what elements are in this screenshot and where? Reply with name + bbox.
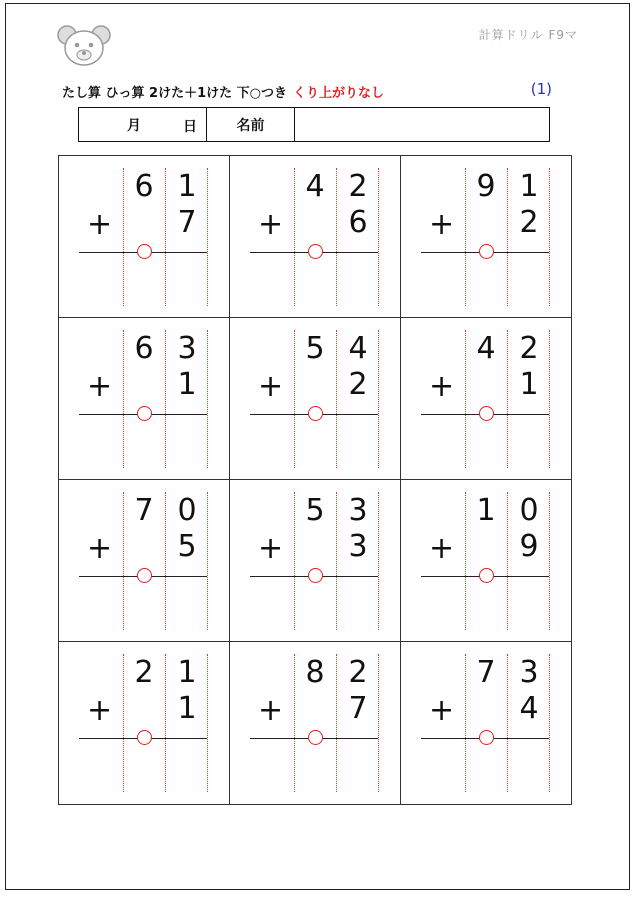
plus-sign: + xyxy=(87,531,113,566)
problem-cell[interactable] xyxy=(59,642,230,804)
addend-digit: 1 xyxy=(177,367,197,402)
digit-guide-line xyxy=(294,330,295,468)
tens-digit: 7 xyxy=(476,655,496,690)
tens-digit: 6 xyxy=(134,169,154,204)
problem-cell[interactable] xyxy=(401,156,571,318)
tens-digit: 8 xyxy=(305,655,325,690)
carry-circle-icon xyxy=(137,568,152,583)
problem-cell[interactable] xyxy=(59,318,230,480)
digit-guide-line xyxy=(294,654,295,792)
digit-guide-line xyxy=(294,492,295,630)
plus-sign: + xyxy=(258,531,284,566)
digit-guide-line xyxy=(378,492,379,630)
name-label: 名前 xyxy=(207,108,295,141)
digit-guide-line xyxy=(465,654,466,792)
plus-sign: + xyxy=(258,207,284,242)
plus-sign: + xyxy=(429,531,455,566)
name-date-box xyxy=(78,107,550,142)
tens-digit: 5 xyxy=(305,331,325,366)
tens-digit: 1 xyxy=(476,493,496,528)
plus-sign: + xyxy=(258,369,284,404)
plus-sign: + xyxy=(258,693,284,728)
addend-digit: 2 xyxy=(519,205,539,240)
digit-guide-line xyxy=(549,654,550,792)
plus-sign: + xyxy=(429,369,455,404)
digit-guide-line xyxy=(123,654,124,792)
digit-guide-line xyxy=(294,168,295,306)
name-field[interactable] xyxy=(295,108,548,141)
addend-digit: 4 xyxy=(519,691,539,726)
digit-guide-line xyxy=(165,654,166,792)
digit-guide-line xyxy=(207,168,208,306)
carry-circle-icon xyxy=(308,406,323,421)
problem-grid xyxy=(58,155,572,805)
carry-circle-icon xyxy=(308,730,323,745)
day-label: 日 xyxy=(183,119,197,135)
problem-cell[interactable] xyxy=(59,156,230,318)
tens-digit: 6 xyxy=(134,331,154,366)
digit-guide-line xyxy=(207,654,208,792)
digit-guide-line xyxy=(207,492,208,630)
sheet-number: (1) xyxy=(530,80,552,98)
digit-guide-line xyxy=(336,330,337,468)
digit-guide-line xyxy=(165,330,166,468)
title-highlight: くり上がりなし xyxy=(293,86,385,101)
carry-circle-icon xyxy=(308,244,323,259)
month-label: 月 xyxy=(127,117,141,134)
addend-digit: 6 xyxy=(348,205,368,240)
title-row xyxy=(62,80,558,102)
tens-digit: 5 xyxy=(305,493,325,528)
ones-digit: 2 xyxy=(519,331,539,366)
ones-digit: 0 xyxy=(519,493,539,528)
digit-guide-line xyxy=(549,168,550,306)
problem-cell[interactable] xyxy=(401,318,571,480)
digit-guide-line xyxy=(465,168,466,306)
digit-guide-line xyxy=(165,492,166,630)
carry-circle-icon xyxy=(308,568,323,583)
tens-digit: 9 xyxy=(476,169,496,204)
title-text: たし算 ひっ算 2けた＋1けた 下○つき xyxy=(62,86,288,101)
plus-sign: + xyxy=(429,693,455,728)
carry-circle-icon xyxy=(137,406,152,421)
digit-guide-line xyxy=(336,492,337,630)
carry-circle-icon xyxy=(479,730,494,745)
digit-guide-line xyxy=(465,330,466,468)
addend-digit: 9 xyxy=(519,529,539,564)
tens-digit: 7 xyxy=(134,493,154,528)
digit-guide-line xyxy=(549,330,550,468)
ones-digit: 1 xyxy=(177,655,197,690)
addend-digit: 1 xyxy=(519,367,539,402)
problem-cell[interactable] xyxy=(59,480,230,642)
ones-digit: 3 xyxy=(519,655,539,690)
plus-sign: + xyxy=(87,207,113,242)
addend-digit: 1 xyxy=(177,691,197,726)
digit-guide-line xyxy=(378,654,379,792)
digit-guide-line xyxy=(336,168,337,306)
ones-digit: 3 xyxy=(177,331,197,366)
digit-guide-line xyxy=(123,330,124,468)
addend-digit: 5 xyxy=(177,529,197,564)
ones-digit: 2 xyxy=(348,655,368,690)
digit-guide-line xyxy=(507,492,508,630)
plus-sign: + xyxy=(87,693,113,728)
bear-mascot-icon xyxy=(56,24,112,68)
carry-circle-icon xyxy=(479,244,494,259)
tens-digit: 4 xyxy=(476,331,496,366)
tens-digit: 2 xyxy=(134,655,154,690)
plus-sign: + xyxy=(429,207,455,242)
digit-guide-line xyxy=(549,492,550,630)
carry-circle-icon xyxy=(137,244,152,259)
digit-guide-line xyxy=(378,168,379,306)
digit-guide-line xyxy=(165,168,166,306)
ones-digit: 2 xyxy=(348,169,368,204)
ones-digit: 4 xyxy=(348,331,368,366)
problem-cell[interactable] xyxy=(230,318,401,480)
ones-digit: 1 xyxy=(519,169,539,204)
problem-cell[interactable] xyxy=(401,480,571,642)
digit-guide-line xyxy=(465,492,466,630)
problem-cell[interactable] xyxy=(230,156,401,318)
date-field[interactable] xyxy=(79,108,207,141)
addend-digit: 3 xyxy=(348,529,368,564)
ones-digit: 0 xyxy=(177,493,197,528)
ones-digit: 3 xyxy=(348,493,368,528)
plus-sign: + xyxy=(87,369,113,404)
digit-guide-line xyxy=(123,168,124,306)
ones-digit: 1 xyxy=(177,169,197,204)
problem-cell[interactable] xyxy=(230,642,401,804)
carry-circle-icon xyxy=(479,406,494,421)
digit-guide-line xyxy=(507,168,508,306)
digit-guide-line xyxy=(378,330,379,468)
digit-guide-line xyxy=(207,330,208,468)
carry-circle-icon xyxy=(479,568,494,583)
carry-circle-icon xyxy=(137,730,152,745)
digit-guide-line xyxy=(507,654,508,792)
problem-cell[interactable] xyxy=(230,480,401,642)
digit-guide-line xyxy=(123,492,124,630)
digit-guide-line xyxy=(507,330,508,468)
worksheet-title xyxy=(62,82,384,101)
digit-guide-line xyxy=(336,654,337,792)
addend-digit: 7 xyxy=(348,691,368,726)
addend-digit: 2 xyxy=(348,367,368,402)
problem-cell[interactable] xyxy=(401,642,571,804)
tens-digit: 4 xyxy=(305,169,325,204)
brand-label: 計算ドリル F9マ xyxy=(478,28,578,42)
addend-digit: 7 xyxy=(177,205,197,240)
